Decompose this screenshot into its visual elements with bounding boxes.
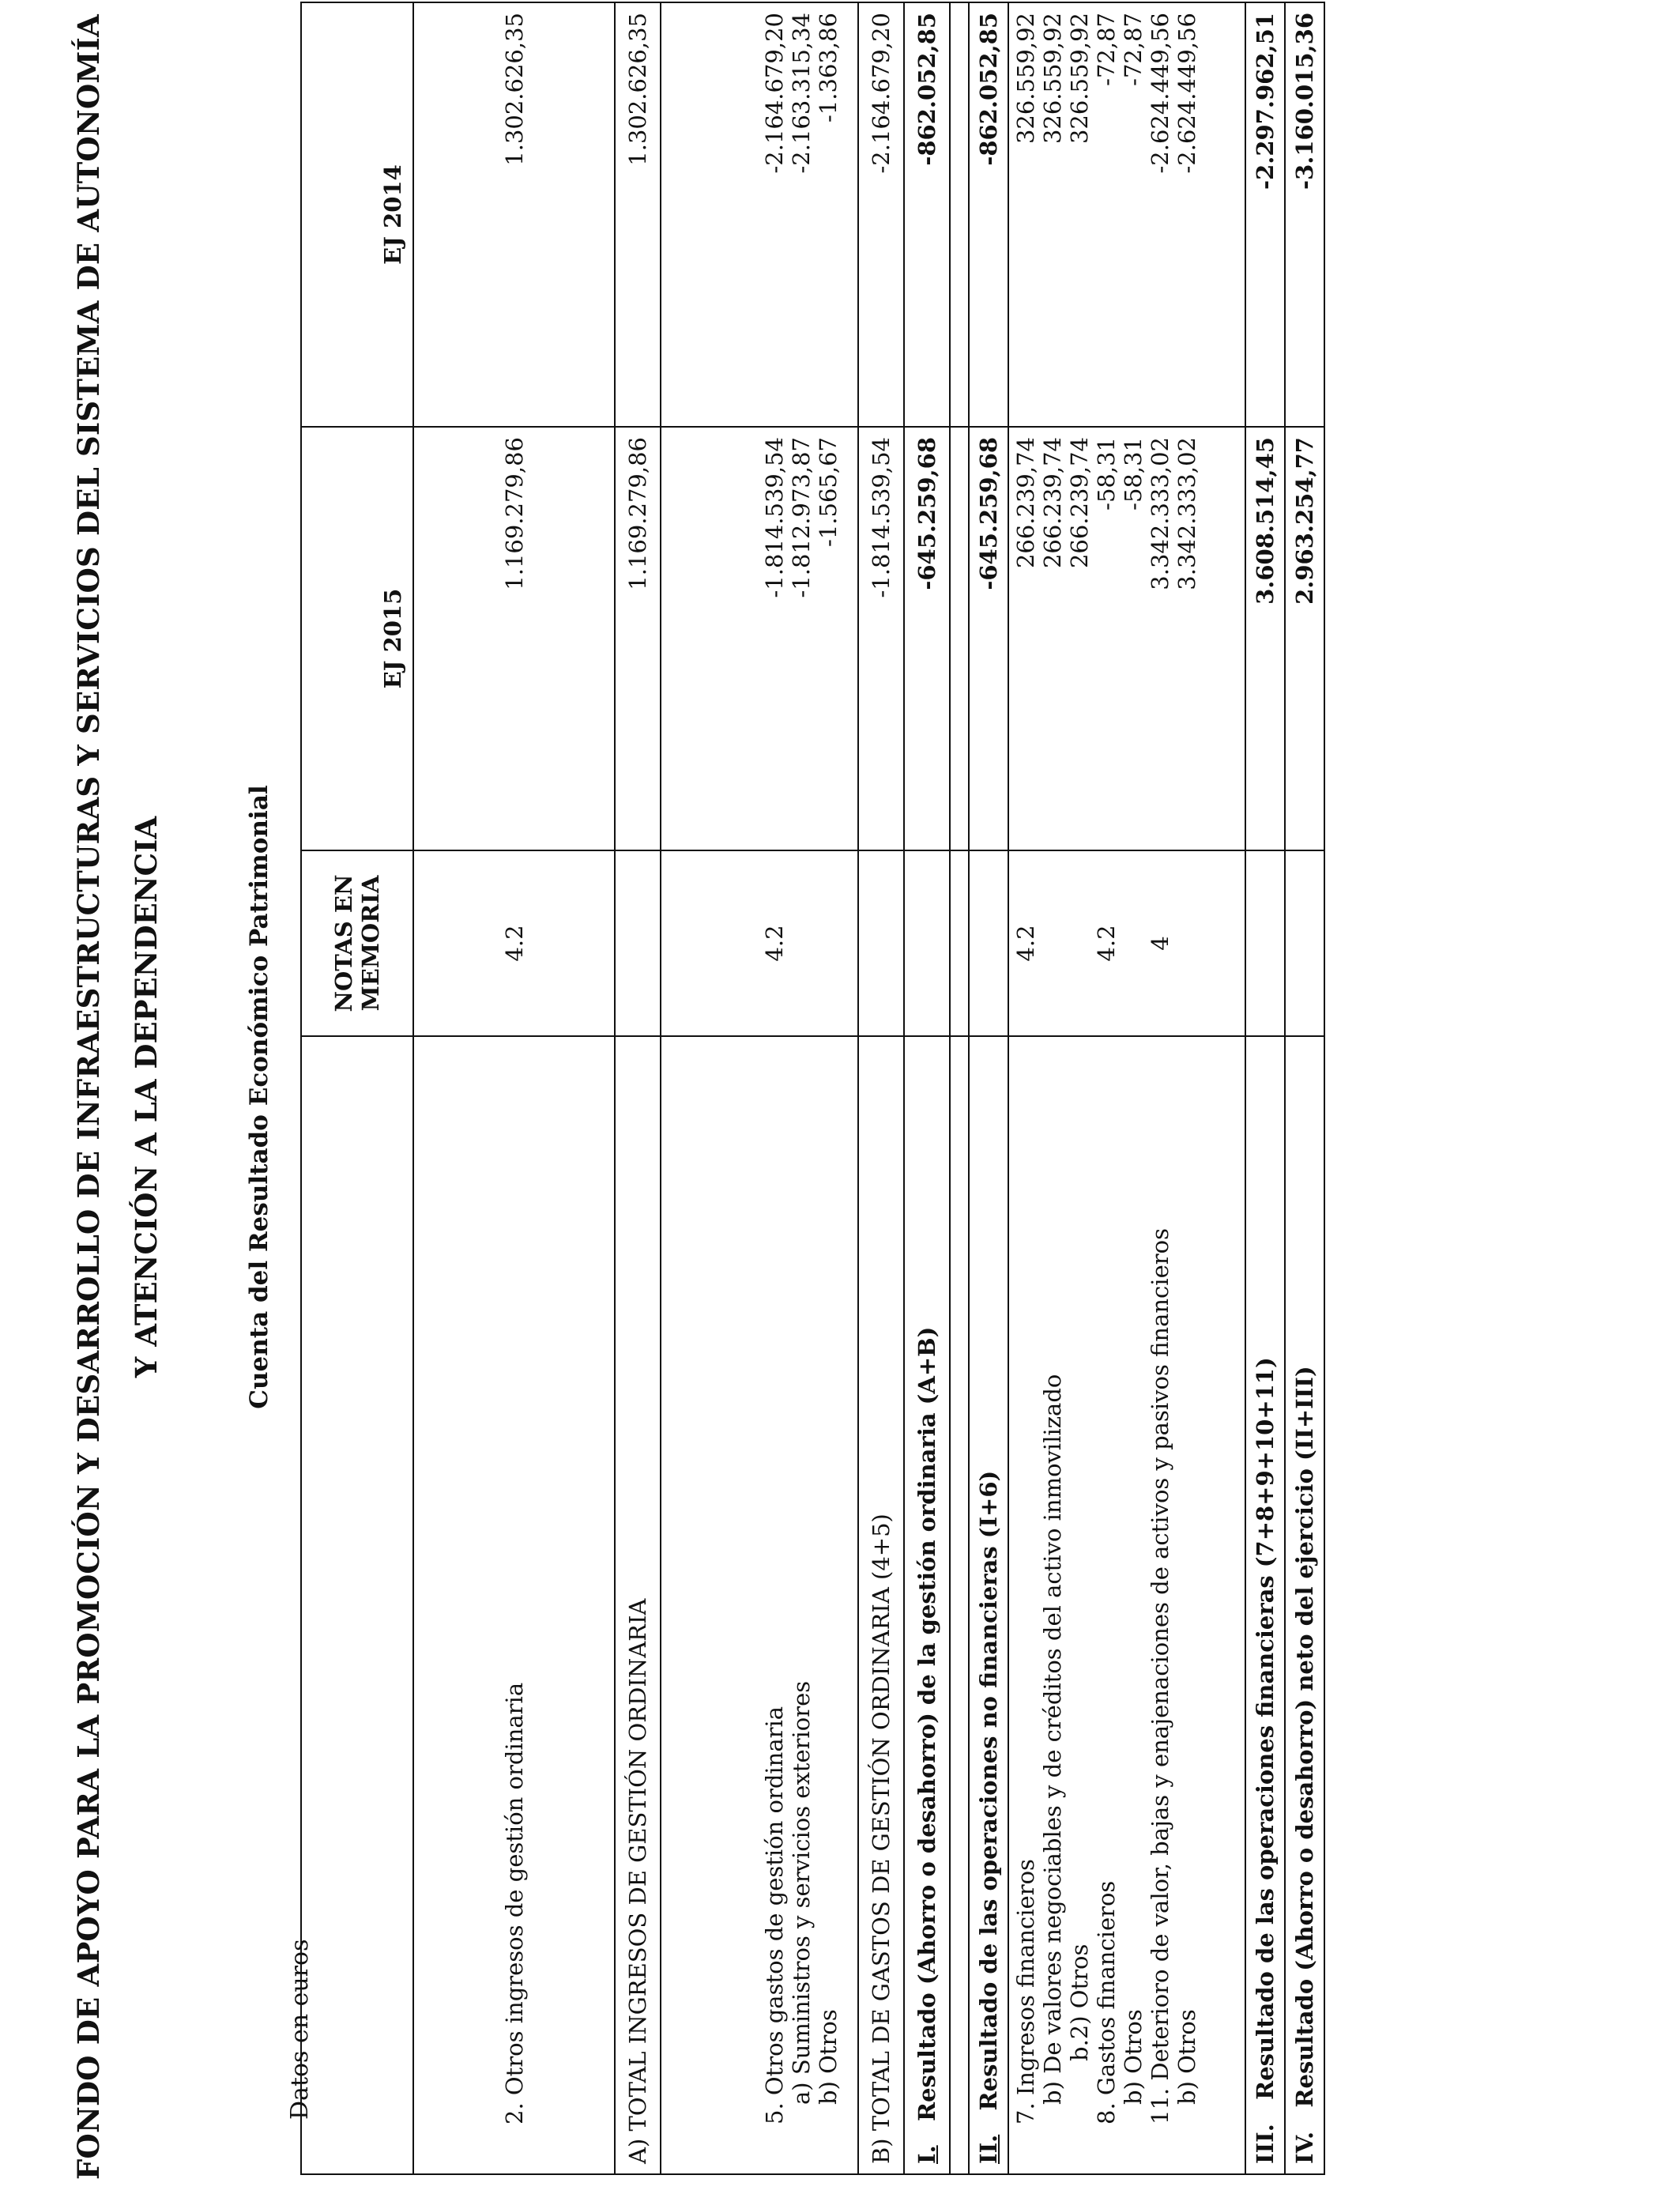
table-row [1285,2,1324,2174]
value-2015: -645.259,68 [913,437,940,590]
value-2015: -58,31 [1120,437,1147,511]
value-2014: -72,87 [1093,13,1120,86]
row-label: 7. Ingresos financieros [1012,1859,1039,2124]
row-label: Resultado de las operaciones financieras (7+8+9+10+11) [1252,1357,1279,2100]
value-2014: -3.160.015,36 [1291,13,1318,190]
row-label: b) Otros [1120,2009,1147,2105]
value-2014: 1.302.626,35 [624,13,651,166]
value-2014: -2.624.449,56 [1173,13,1200,174]
row-notes: 4.2 [761,925,788,962]
header-notes: NOTAS EN MEMORIA [301,850,413,1036]
value-2015: 3.342.333,02 [1147,437,1173,590]
value-2015: 3.342.333,02 [1173,437,1200,590]
value-2015: -58,31 [1093,437,1120,511]
document-title-line1: FONDO DE APOYO PARA LA PROMOCIÓN Y DESARROLLO DE INFRAESTRUCTURAS Y SERVICIOS DEL SISTEMA DE AUTONOMÍA [71,14,106,2180]
value-2014: 1.302.626,35 [500,13,528,166]
value-2015: -645.259,68 [975,437,1002,590]
value-2015: -1.812.973,87 [788,437,815,598]
value-2014: 326.559,92 [1012,13,1039,145]
header-description [301,1036,413,2174]
income-statement-table [300,2,1325,2175]
row-notes: 4.2 [500,925,528,962]
table-row-group [1008,2,1245,2174]
row-label: b.2) Otros [1066,1943,1093,2061]
row-label: Resultado (Ahorro o desahorro) neto del ejercicio (II+III) [1291,1366,1318,2108]
value-2015: -1.814.539,54 [868,437,895,598]
table-row [1245,2,1285,2174]
row-label: 2. Otros ingresos de gestión ordinaria [500,1682,528,2124]
value-2014: 326.559,92 [1039,13,1066,145]
value-2015: 266.239,74 [1012,437,1039,569]
row-label: 11. Deterioro de valor, bajas y enajenaciones de activos y pasivos financieros [1147,1228,1173,2124]
table-row [858,2,904,2174]
row-label: 8. Gastos financieros [1093,1880,1120,2124]
row-notes: 4.2 [1012,925,1039,962]
document-title-line2: Y ATENCIÓN A LA DEPENDENCIA [129,816,164,1378]
value-2014: -2.163.315,34 [788,13,815,174]
value-2015: -1.565,67 [815,437,842,547]
value-2014: -2.164.679,20 [868,13,895,174]
value-2014: -2.624.449,56 [1147,13,1173,174]
row-number: II. [975,2134,1002,2164]
row-number: I. [913,2145,940,2164]
table-row [969,2,1008,2174]
value-2014: -862.052,85 [913,13,940,166]
value-2015: 2.963.254,77 [1291,437,1318,605]
value-2014: -2.164.679,20 [761,13,788,174]
units-note: Datos en euros [286,1939,314,2120]
row-label: Resultado (Ahorro o desahorro) de la gestión ordinaria (A+B) [913,1326,940,2122]
row-label: Resultado de las operaciones no financieras (I+6) [975,1470,1002,2111]
row-label: A) TOTAL INGRESOS DE GESTIÓN ORDINARIA [624,1598,651,2164]
value-2014: 326.559,92 [1066,13,1093,145]
row-label: a) Suministros y servicios exteriores [788,1680,815,2105]
value-2015: 1.169.279,86 [500,437,528,590]
spacer-row [950,2,969,2174]
row-label: b) De valores negociables y de créditos del activo inmovilizado [1039,1374,1066,2105]
row-number: IV. [1291,2131,1318,2164]
row-label: b) Otros [1173,2009,1200,2105]
header-2015: EJ 2015 [301,427,413,850]
value-2015: -1.814.539,54 [761,437,788,598]
table-row [904,2,950,2174]
row-label: B) TOTAL DE GASTOS DE GESTIÓN ORDINARIA (4+5) [868,1514,895,2164]
table-row [615,2,661,2174]
value-2014: -2.297.962,51 [1252,13,1279,190]
row-label: b) Otros [815,2009,842,2105]
value-2015: 1.169.279,86 [624,437,651,590]
value-2014: -72,87 [1120,13,1147,86]
value-2014: -862.052,85 [975,13,1002,166]
table-row [661,2,858,2174]
value-2015: 3.608.514,45 [1252,437,1279,605]
value-2015: 266.239,74 [1039,437,1066,569]
row-number: III. [1252,2124,1279,2164]
row-notes: 4.2 [1093,925,1120,962]
value-2014: -1.363,86 [815,13,842,123]
value-2015: 266.239,74 [1066,437,1093,569]
table-row [413,2,615,2174]
statement-subtitle: Cuenta del Resultado Económico Patrimonial [245,785,273,1409]
header-2014: EJ 2014 [301,2,413,427]
row-label: 5. Otros gastos de gestión ordinaria [761,1706,788,2124]
row-notes: 4 [1147,936,1173,951]
table-header-row [301,2,413,2174]
